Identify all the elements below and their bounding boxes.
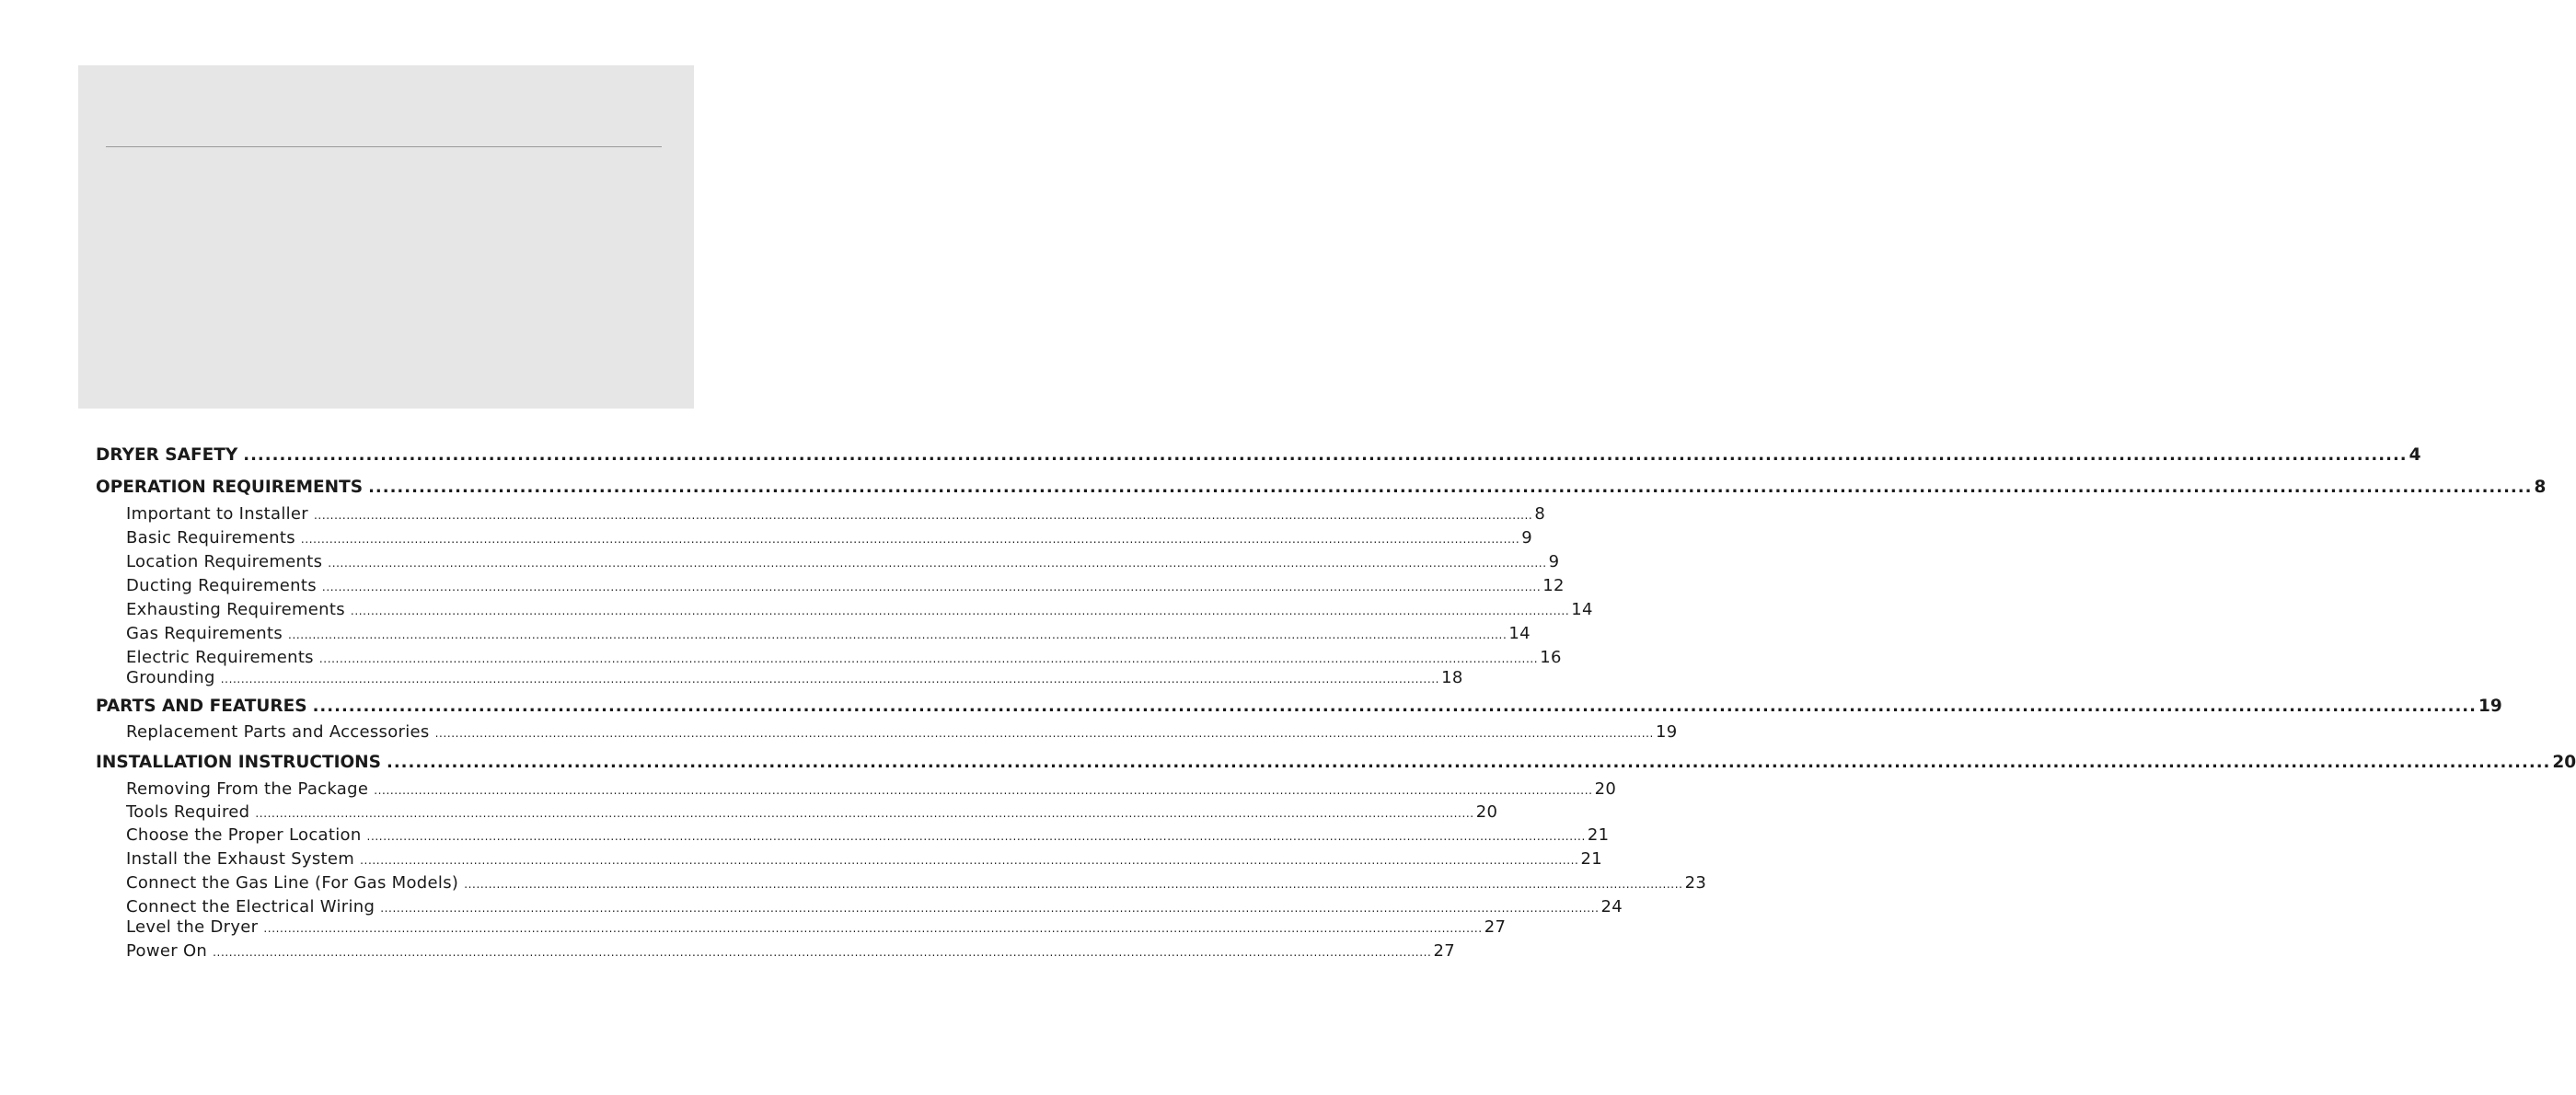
leader-dots: ............................................................................................................................................................................................................................................................................................................: [350, 605, 1570, 617]
toc-entry-grounding[interactable]: Grounding ............................................................................................................................................................................................................................................................................................................ 18: [126, 668, 1463, 687]
leader-dots: ............................................................................................................................................................................................................................................................................................................: [434, 727, 1654, 740]
toc-entry-important-to-installer[interactable]: Important to Installer ............................................................................................................................................................................................................................................................................................................ 8: [126, 504, 1546, 524]
leader-dots: ............................................................................................................................................................................................................................................................................................................: [220, 673, 1440, 686]
toc-section-operation-requirements[interactable]: OPERATION REQUIREMENTS ............................................................................................................................................................................................................................................................................................................ 8: [96, 478, 2547, 497]
toc-section-installation-instructions[interactable]: INSTALLATION INSTRUCTIONS ............................................................................................................................................................................................................................................................................................................ 20: [96, 753, 2576, 772]
toc-entry-electric-requirements[interactable]: Electric Requirements ............................................................................................................................................................................................................................................................................................................ 16: [126, 648, 1562, 667]
leader-dots: ............................................................................................................................................................................................................................................................................................................: [328, 557, 1547, 570]
leader-dots: ............................................................................................................................................................................................................................................................................................................: [368, 478, 2533, 497]
toc-entry-gas-requirements[interactable]: Gas Requirements ............................................................................................................................................................................................................................................................................................................ 14: [126, 624, 1531, 643]
toc-entry-choose-location[interactable]: Choose the Proper Location ............................................................................................................................................................................................................................................................................................................ 21: [126, 825, 1610, 845]
leader-dots: ............................................................................................................................................................................................................................................................................................................: [380, 902, 1600, 915]
leader-dots: ............................................................................................................................................................................................................................................................................................................: [360, 854, 1579, 867]
leader-dots: ............................................................................................................................................................................................................................................................................................................: [213, 946, 1432, 959]
leader-dots: ............................................................................................................................................................................................................................................................................................................: [288, 628, 1507, 641]
toc-section-dryer-safety[interactable]: DRYER SAFETY ............................................................................................................................................................................................................................................................................................................ 4: [96, 445, 2421, 465]
toc-entry-connect-gas-line[interactable]: Connect the Gas Line (For Gas Models) ............................................................................................................................................................................................................................................................................................................ 23: [126, 873, 1707, 893]
toc-entry-install-exhaust[interactable]: Install the Exhaust System ............................................................................................................................................................................................................................................................................................................ 21: [126, 849, 1602, 869]
leader-dots: ............................................................................................................................................................................................................................................................................................................: [263, 922, 1483, 935]
leader-dots: ............................................................................................................................................................................................................................................................................................................: [387, 753, 2551, 772]
leader-dots: ............................................................................................................................................................................................................................................................................................................: [255, 807, 1474, 820]
leader-dots: ............................................................................................................................................................................................................................................................................................................: [314, 509, 1533, 522]
toc-entry-level-dryer[interactable]: Level the Dryer ............................................................................................................................................................................................................................................................................................................ 27: [126, 917, 1507, 937]
toc-entry-basic-requirements[interactable]: Basic Requirements ............................................................................................................................................................................................................................................................................................................ 9: [126, 528, 1533, 548]
toc-entry-connect-electrical[interactable]: Connect the Electrical Wiring ............................................................................................................................................................................................................................................................................................................ 24: [126, 897, 1623, 916]
leader-dots: ............................................................................................................................................................................................................................................................................................................: [312, 697, 2477, 716]
leader-dots: ............................................................................................................................................................................................................................................................................................................: [366, 830, 1586, 843]
leader-dots: ............................................................................................................................................................................................................................................................................................................: [300, 533, 1520, 546]
leader-dots: ............................................................................................................................................................................................................................................................................................................: [321, 581, 1542, 594]
leader-dots: ............................................................................................................................................................................................................................................................................................................: [243, 445, 2408, 465]
toc-entry-tools-required[interactable]: Tools Required ............................................................................................................................................................................................................................................................................................................ 20: [126, 802, 1498, 822]
leader-dots: ............................................................................................................................................................................................................................................................................................................: [318, 652, 1539, 665]
toc-entry-removing-from-package[interactable]: Removing From the Package ............................................................................................................................................................................................................................................................................................................ 20: [126, 779, 1617, 799]
toc-entry-power-on[interactable]: Power On ............................................................................................................................................................................................................................................................................................................ 27: [126, 941, 1455, 961]
toc-entry-replacement-parts[interactable]: Replacement Parts and Accessories ............................................................................................................................................................................................................................................................................................................ 19: [126, 722, 1678, 742]
toc-entry-ducting-requirements[interactable]: Ducting Requirements ............................................................................................................................................................................................................................................................................................................ 12: [126, 576, 1565, 595]
leader-dots: ............................................................................................................................................................................................................................................................................................................: [464, 878, 1683, 891]
toc-section-parts-and-features[interactable]: PARTS AND FEATURES ............................................................................................................................................................................................................................................................................................................ 19: [96, 697, 2502, 716]
toc-entry-location-requirements[interactable]: Location Requirements ............................................................................................................................................................................................................................................................................................................ 9: [126, 552, 1560, 571]
toc-entry-exhausting-requirements[interactable]: Exhausting Requirements ............................................................................................................................................................................................................................................................................................................ 14: [126, 600, 1593, 619]
leader-dots: ............................................................................................................................................................................................................................................................................................................: [374, 784, 1593, 797]
